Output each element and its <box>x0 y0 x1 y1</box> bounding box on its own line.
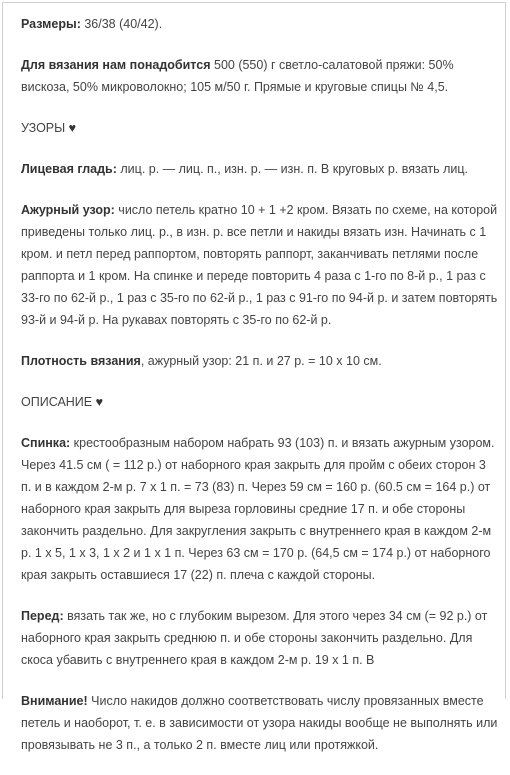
description-heading <box>21 391 499 413</box>
lace-label: Ажурный узор: <box>21 203 115 217</box>
materials-text: 500 (550) г светло-салатовой пряжи: 50% вискоза, 50% микроволокно; 105 м/50 г. Прямые и круговые спицы № 4,5. <box>21 58 454 94</box>
sizes-label: Размеры: <box>21 17 81 31</box>
description-heading-text: ОПИСАНИЕ <box>21 395 93 409</box>
patterns-heading <box>21 117 499 139</box>
materials-label: Для вязания нам понадобится <box>21 58 211 72</box>
gauge-label: Плотность вязания <box>21 354 141 368</box>
gauge-paragraph <box>21 350 499 372</box>
content-frame <box>2 2 506 752</box>
heart-icon: ♥ <box>65 121 77 135</box>
attention-label: Внимание! <box>21 694 88 708</box>
stockinette-paragraph <box>21 158 499 180</box>
sizes-text: 36/38 (40/42). <box>80 17 163 31</box>
patterns-heading-text: УЗОРЫ <box>21 121 66 135</box>
article-body <box>21 13 499 775</box>
lace-text: число петель кратно 10 + 1 +2 кром. Вязать по схеме, на которой приведены только лиц. р., в изн. р. все петли и накиды вязать изн. Начинать с 1 кром. и петл перед раппортом, повторять раппорт, заканчивать петлями после раппорта и 1 кром. На спинке и переде повторить 4 раза с 1-го по 8-й р., 1 раз с 33-го по 62-й р., 1 раз с 35-го по 62-й р., 1 раз с 91-го по 94-й р. и затем повторять 93-й и 94-й р. На рукавах повторять с 35-го по 62-й р. <box>21 203 498 327</box>
materials-paragraph <box>21 54 499 98</box>
gauge-text: , ажурный узор: 21 п. и 27 р. = 10 х 10 см. <box>140 354 382 368</box>
stockinette-label: Лицевая гладь: <box>21 162 117 176</box>
lace-paragraph <box>21 199 499 331</box>
front-paragraph <box>21 605 499 671</box>
back-label: Спинка: <box>21 436 71 450</box>
sizes-paragraph <box>21 13 499 35</box>
back-paragraph <box>21 432 499 586</box>
heart-icon: ♥ <box>92 395 104 409</box>
back-text: крестообразным набором набрать 93 (103) п. и вязать ажурным узором. Через 41.5 см ( = 112 р.) от наборного края закрыть для пройм с обеих сторон 3 п. и в каждом 2-м р. 7 х 1 п. = 73 (83) п. Через 59 см = 160 р. (60.5 см = 164 р.) от наборного края закрыть для выреза горловины средние 17 п. и обе стороны закончить раздельно. Для закругления закрыть с внутреннего края в каждом 2-м р. 1 х 5, 1 х 3, 1 х 2 и 1 х 1 п. Через 63 см = 170 р. (64,5 см = 174 р.) от наборного края закрыть оставшиеся 17 (22) п. плеча с каждой стороны. <box>21 436 495 582</box>
front-text: вязать так же, но с глубоким вырезом. Для этого через 34 см (= 92 р.) от наборного края закрыть среднюю п. и обе стороны закончить раздельно. Для скоса убавить с внутреннего края в каждом 2-м р. 19 х 1 п. В <box>21 609 488 667</box>
attention-text: Число накидов должно соответствовать числу провязанных вместе петель и наоборот, т. е. в зависимости от узора накиды вообще не выполнять или провязывать не 3 п., а только 2 п. вместе лиц или протяжкой. <box>21 694 498 752</box>
stockinette-text: лиц. р. — лиц. п., изн. р. — изн. п. В круговых р. вязать лиц. <box>116 162 469 176</box>
attention-paragraph <box>21 690 499 756</box>
front-label: Перед: <box>21 609 64 623</box>
